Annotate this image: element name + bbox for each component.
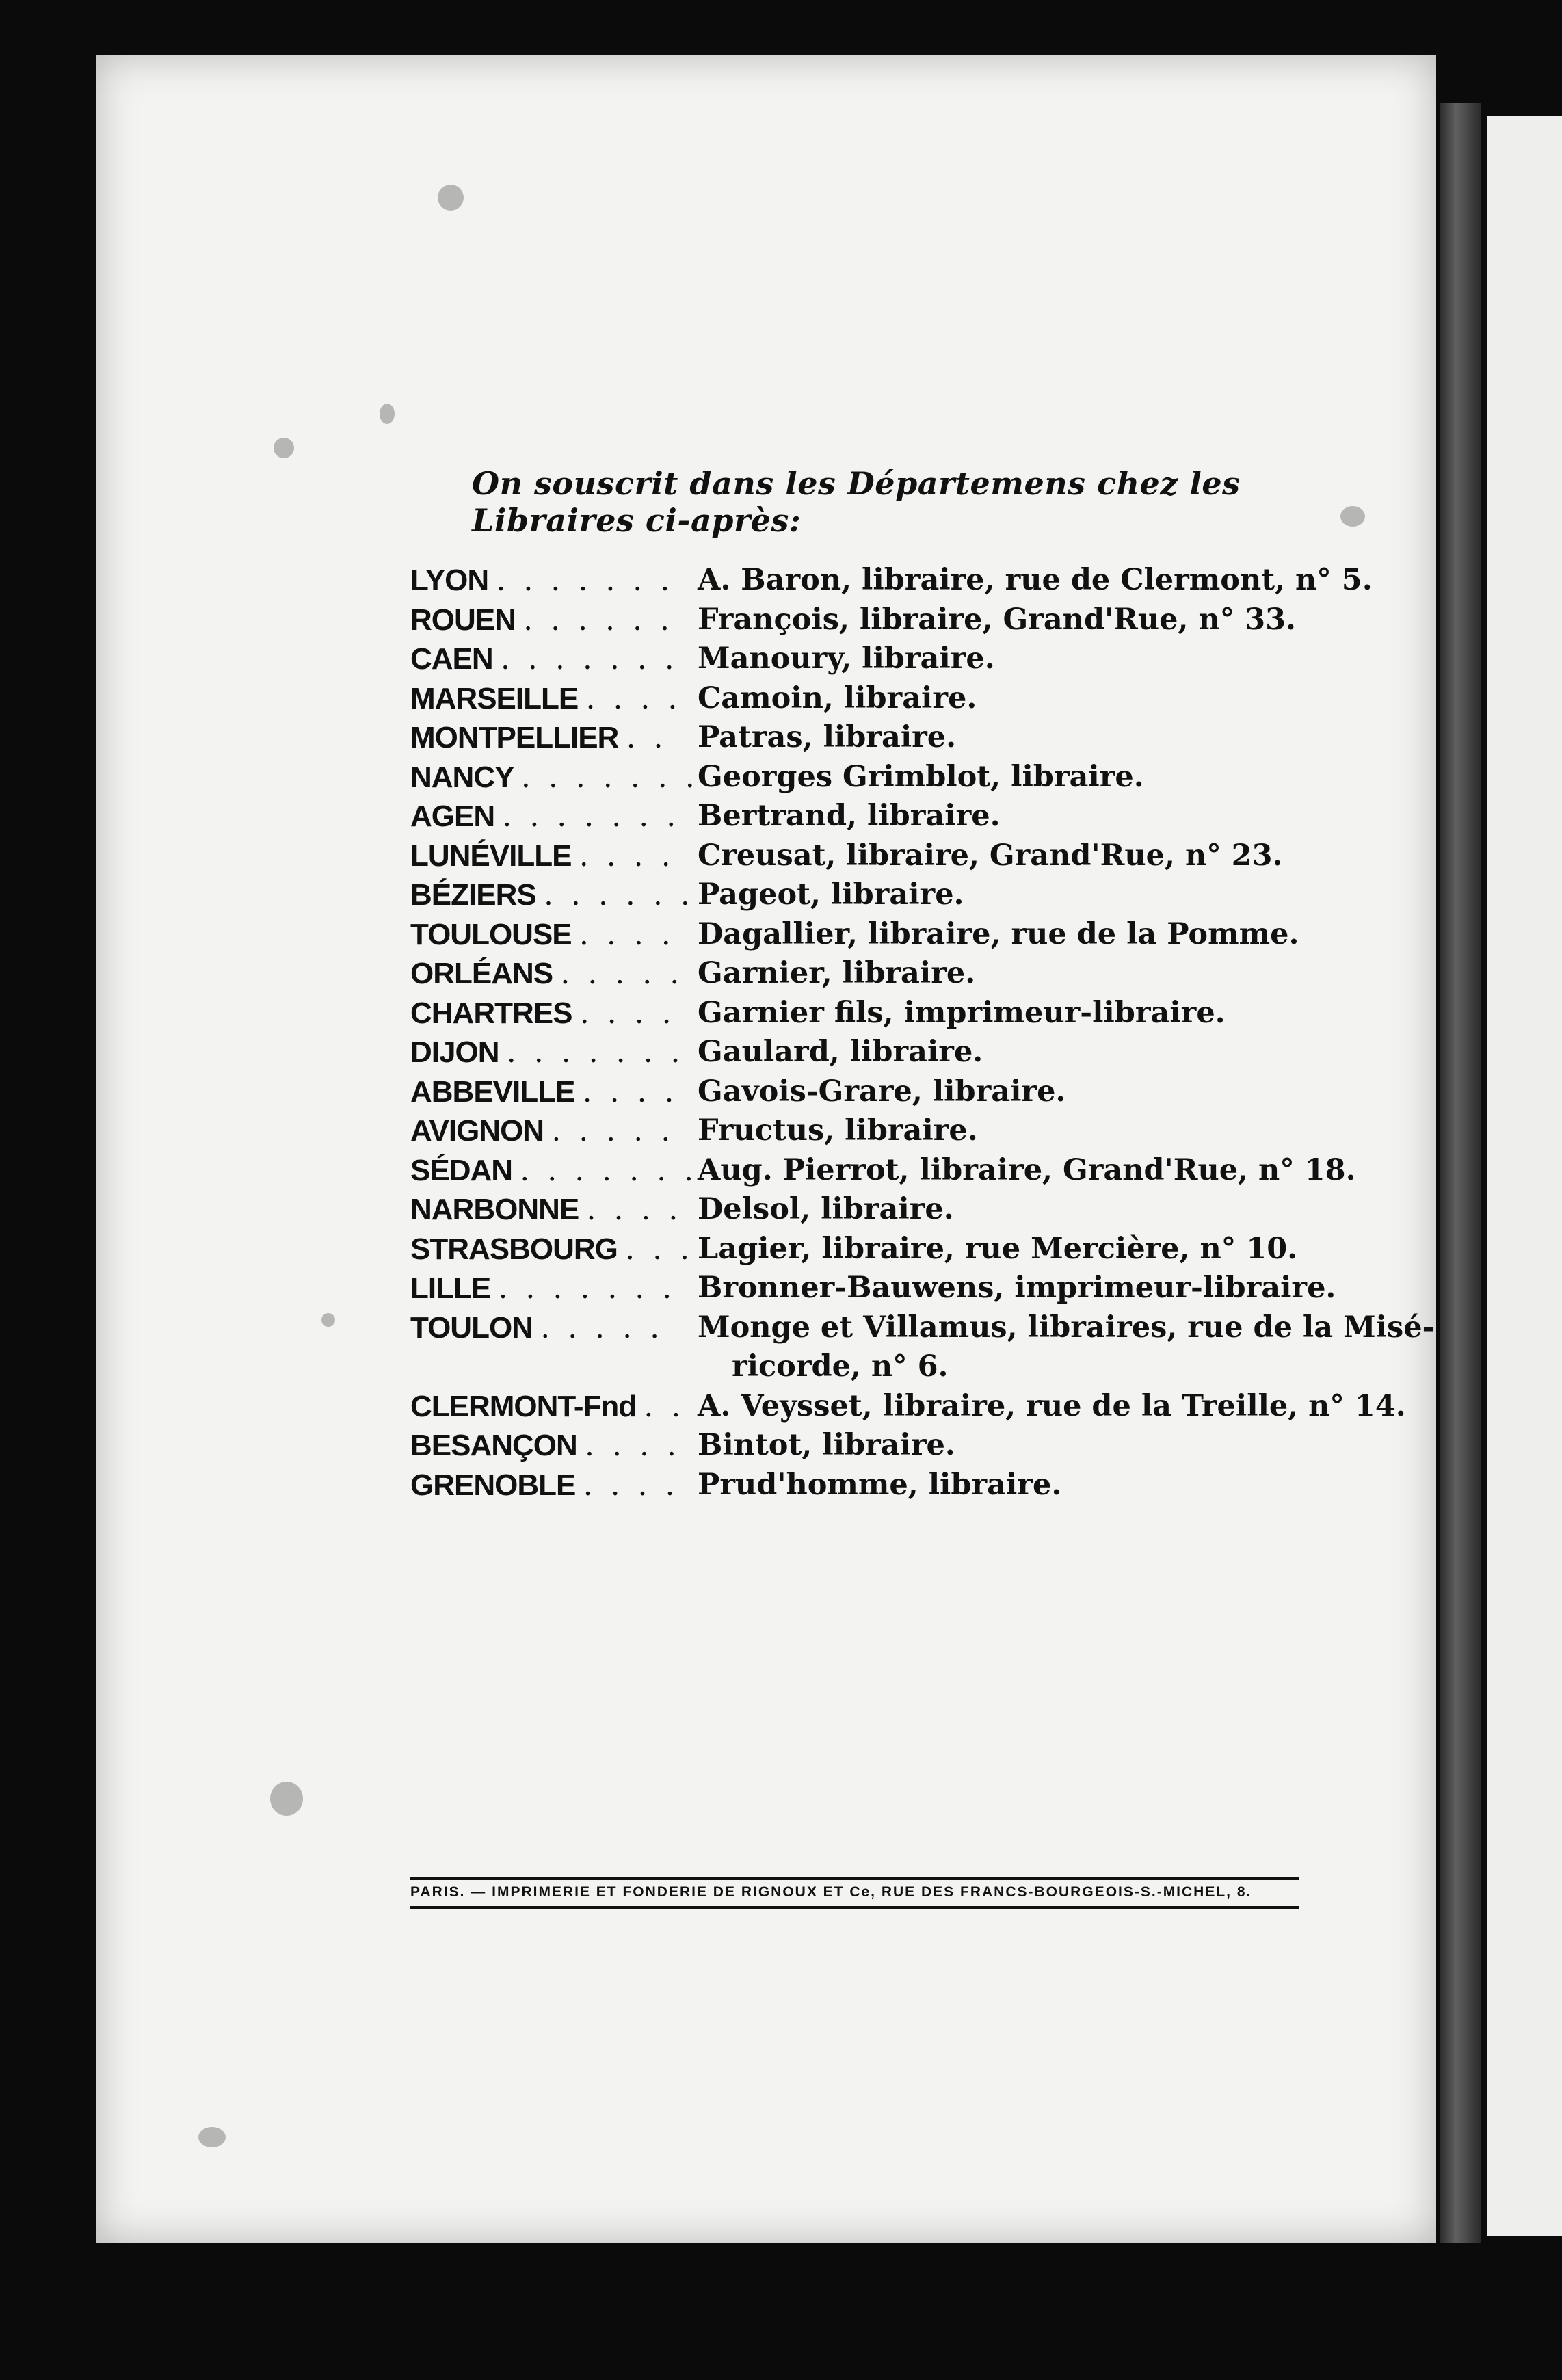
bookseller-entry: Bintot, libraire. <box>698 1428 955 1462</box>
city-label: NARBONNE <box>410 1193 579 1226</box>
city-name <box>410 915 698 955</box>
list-item <box>410 1466 1354 1505</box>
bookseller-entry: Bertrand, libraire. <box>698 799 1001 833</box>
leader-dots: . . . . <box>579 995 676 1031</box>
foxing-spot <box>274 438 294 458</box>
bookseller-entry: A. Baron, libraire, rue de Clermont, n° 5. <box>698 563 1373 597</box>
list-item <box>410 915 1354 955</box>
leader-dots: . . . . . <box>540 1310 664 1345</box>
bookseller-entry: François, libraire, Grand'Rue, n° 33. <box>698 602 1297 637</box>
printer-imprint: PARIS. — IMPRIMERIE ET FONDERIE DE RIGNOUX ET Ce, RUE DES FRANCS-BOURGEOIS-S.-MICHEL, 8. <box>410 1877 1299 1909</box>
list-item <box>410 718 1354 758</box>
city-name <box>410 1072 698 1112</box>
leader-dots: . . . . . . . <box>496 563 674 598</box>
city-name <box>410 561 698 600</box>
leader-dots: . . . . . . . <box>520 1152 698 1188</box>
city-name <box>410 836 698 876</box>
city-name <box>410 1387 698 1427</box>
list-item <box>410 1387 1406 1427</box>
list-item <box>410 1269 1354 1308</box>
leader-dots: . . . . . . . <box>506 1035 685 1070</box>
list-item <box>410 797 1354 836</box>
city-name <box>410 994 698 1033</box>
foxing-spot <box>438 185 464 211</box>
bookseller-entry: Pageot, libraire. <box>698 877 964 912</box>
bookseller-entry: Manoury, libraire. <box>698 642 995 676</box>
city-label: TOULON <box>410 1310 533 1345</box>
leader-dots: . . . . . <box>560 956 684 991</box>
list-item <box>410 1033 1354 1072</box>
list-item <box>410 758 1354 797</box>
list-item <box>410 1111 1354 1151</box>
leader-dots: . . . . . <box>551 1113 675 1148</box>
city-label: BESANÇON <box>410 1429 577 1462</box>
list-item <box>410 994 1354 1033</box>
list-item <box>410 1426 1354 1466</box>
list-item <box>410 679 1354 719</box>
bookseller-entry: Garnier fils, imprimeur-libraire. <box>698 995 1226 1030</box>
bookseller-entry: Aug. Pierrot, libraire, Grand'Rue, n° 18. <box>698 1152 1356 1187</box>
city-name <box>410 1466 698 1505</box>
bookseller-entry: Prud'homme, libraire. <box>698 1467 1062 1502</box>
entry-continuation: ricorde, n° 6. <box>732 1349 949 1384</box>
adjacent-page <box>1487 116 1562 2236</box>
city-label: TOULOUSE <box>410 917 572 951</box>
city-name <box>410 797 698 836</box>
city-name <box>410 758 698 797</box>
city-name <box>410 639 698 679</box>
city-name <box>410 1111 698 1151</box>
leader-dots: . . . . <box>582 1074 678 1109</box>
bookseller-entry: Dagallier, libraire, rue de la Pomme. <box>698 916 1299 951</box>
leader-dots: . . . . <box>583 1467 679 1503</box>
list-item <box>410 639 1354 679</box>
page-edge <box>1440 103 1481 2243</box>
list-item <box>410 875 1354 915</box>
list-item <box>410 1151 1354 1191</box>
leader-dots: . . . . . . . <box>502 799 680 834</box>
city-label: ABBEVILLE <box>410 1074 575 1109</box>
list-item <box>410 954 1354 994</box>
list-item <box>410 1230 1354 1269</box>
city-label: CLERMONT-Fnd <box>410 1389 637 1423</box>
list-item <box>410 600 1354 640</box>
city-label: LYON <box>410 564 489 597</box>
leader-dots: . . <box>626 720 667 755</box>
leader-dots: . . . . <box>579 838 675 873</box>
city-label: AGEN <box>410 799 495 833</box>
leader-dots: . . . . . . . <box>498 1271 676 1306</box>
city-name <box>410 1151 698 1191</box>
foxing-spot <box>198 2127 226 2147</box>
city-label: ORLÉANS <box>410 957 553 990</box>
foxing-spot <box>380 404 395 424</box>
leader-dots: . . . . <box>586 1192 683 1227</box>
city-name <box>410 600 698 640</box>
bookseller-entry: Garnier, libraire. <box>698 956 976 990</box>
bookseller-entry: Creusat, libraire, Grand'Rue, n° 23. <box>698 838 1283 873</box>
bookseller-entry: Camoin, libraire. <box>698 680 977 715</box>
city-label: SÉDAN <box>410 1153 513 1187</box>
bookseller-entry: Bronner-Bauwens, imprimeur-libraire. <box>698 1271 1336 1305</box>
leader-dots: . . . . <box>585 1428 680 1463</box>
city-label: ROUEN <box>410 603 516 637</box>
bookseller-entry: Fructus, libraire. <box>698 1113 978 1148</box>
city-label: BÉZIERS <box>410 878 536 912</box>
bookseller-list <box>410 561 1435 1505</box>
city-label: DIJON <box>410 1035 499 1069</box>
city-name <box>410 1230 698 1269</box>
leader-dots: . . . . . . . <box>500 642 678 676</box>
page-heading: On souscrit dans les Départemens chez les Libraires ci-après: <box>472 465 1241 539</box>
bookseller-entry: Patras, libraire. <box>698 720 957 754</box>
leader-dots: . . . . . . <box>543 877 694 912</box>
city-name <box>410 679 698 719</box>
list-item <box>410 836 1354 876</box>
city-name <box>410 1308 698 1348</box>
list-item <box>410 1072 1354 1112</box>
leader-dots: . . . <box>625 1231 694 1267</box>
city-label: LILLE <box>410 1271 491 1305</box>
bookseller-entry: A. Veysset, libraire, rue de la Treille, n° 14. <box>698 1388 1406 1423</box>
city-label: MARSEILLE <box>410 681 579 715</box>
bookseller-entry: Monge et Villamus, libraires, rue de la Misé- <box>698 1310 1435 1345</box>
foxing-spot <box>270 1782 303 1816</box>
leader-dots: . . . . . . . <box>520 759 699 795</box>
city-name <box>410 1426 698 1466</box>
city-label: NANCY <box>410 760 514 794</box>
foxing-spot <box>321 1313 335 1327</box>
city-label: CAEN <box>410 642 493 676</box>
city-label: GRENOBLE <box>410 1468 576 1502</box>
city-name <box>410 875 698 915</box>
leader-dots: . . <box>644 1388 685 1424</box>
leader-dots: . . . . <box>579 916 675 952</box>
bookseller-entry: Delsol, libraire. <box>698 1192 954 1226</box>
city-label: STRASBOURG <box>410 1232 618 1266</box>
city-name <box>410 954 698 994</box>
list-item <box>410 561 1373 600</box>
leader-dots: . . . . . . <box>523 602 674 637</box>
city-name <box>410 718 698 758</box>
bookseller-entry: Georges Grimblot, libraire. <box>698 759 1144 794</box>
city-name <box>410 1033 698 1072</box>
city-name <box>410 1269 698 1308</box>
list-item <box>410 1190 1354 1230</box>
city-label: MONTPELLIER <box>410 721 619 754</box>
city-name <box>410 1190 698 1230</box>
city-label: AVIGNON <box>410 1114 544 1148</box>
city-label: LUNÉVILLE <box>410 838 572 873</box>
list-item <box>410 1308 1435 1348</box>
bookseller-entry: Gavois-Grare, libraire. <box>698 1074 1066 1109</box>
city-label: CHARTRES <box>410 996 572 1030</box>
leader-dots: . . . . <box>585 680 682 716</box>
bookseller-entry: Lagier, libraire, rue Mercière, n° 10. <box>698 1231 1298 1266</box>
bookseller-entry: Gaulard, libraire. <box>698 1035 983 1069</box>
